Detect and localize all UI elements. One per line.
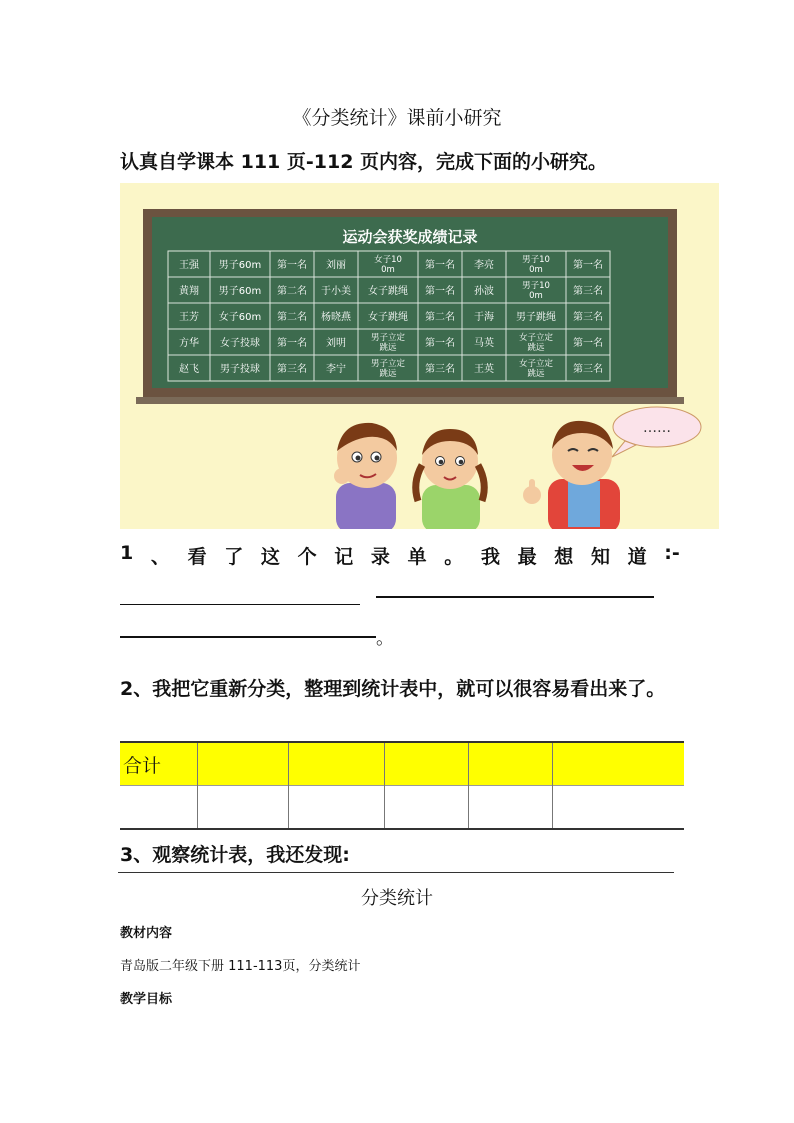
- q1-period: 。: [376, 628, 394, 649]
- intro-instruction: 认真自学课本 111 页-112 页内容，完成下面的小研究。: [120, 151, 608, 173]
- page-title: 《分类统计》课前小研究: [292, 107, 502, 129]
- board-cell-text: 第一名: [573, 338, 603, 349]
- board-cell-text: 黄翔: [179, 286, 199, 297]
- q1-char: 我: [480, 546, 500, 568]
- question-1: [120, 542, 680, 569]
- q1-char: 知: [590, 546, 610, 568]
- board-cell-text: 赵飞: [179, 364, 199, 375]
- q1-char: 看: [187, 546, 207, 568]
- board-cell-text: 第一名: [573, 260, 603, 271]
- table-cell[interactable]: [384, 786, 468, 830]
- board-cell-text: 第三名: [573, 364, 603, 375]
- table-cell-total-label: 合计: [120, 742, 197, 786]
- board-cell-text: 女子跳绳: [368, 312, 408, 323]
- board-cell-text: 第二名: [277, 286, 307, 297]
- child-boy-left: [334, 423, 397, 529]
- board-cell-text: 第一名: [277, 260, 307, 271]
- table-cell[interactable]: [468, 742, 552, 786]
- board-cell-text: 马英: [474, 338, 494, 349]
- table-cell[interactable]: [197, 786, 288, 830]
- board-cell-text: 李宁: [326, 364, 346, 375]
- board-cell-text: 男子10 0m: [522, 255, 550, 275]
- board-cell-text: 女子跳绳: [368, 286, 408, 297]
- q1-char: 1: [120, 542, 134, 564]
- table-cell[interactable]: [288, 786, 384, 830]
- board-cell-text: 女子立定跳远: [518, 359, 554, 379]
- board-cell-text: 于小美: [321, 286, 351, 297]
- board-heading: 运动会获奖成绩记录: [342, 228, 478, 246]
- q1-char: 了: [224, 546, 244, 568]
- q1-char: 单: [407, 546, 427, 568]
- answer-line-2[interactable]: [120, 636, 376, 638]
- answer-line-1a[interactable]: [120, 604, 360, 605]
- q1-char: 道: [627, 546, 647, 568]
- section-text-content: 青岛版二年级下册 111-113页，分类统计: [120, 959, 361, 974]
- board-cell-text: 男子60m: [218, 286, 262, 297]
- q1-char: 。: [444, 546, 464, 568]
- board-cell-text: 男子10 0m: [522, 281, 550, 301]
- board-cell-text: 女子60m: [218, 312, 262, 323]
- board-cell-text: 男子60m: [218, 260, 262, 271]
- board-cell-text: 男子投球: [220, 364, 260, 375]
- divider: [118, 872, 674, 873]
- board-cell-text: 女子立定跳远: [518, 333, 554, 353]
- board-cell-text: 第三名: [277, 364, 307, 375]
- board-cell-text: 第三名: [425, 364, 455, 375]
- board-cell-text: 女子10 0m: [374, 255, 402, 275]
- q1-char: :-: [664, 542, 680, 564]
- q1-char: 最: [517, 546, 537, 568]
- section-label-content: 教材内容: [120, 926, 173, 941]
- question-2: 2、我把它重新分类，整理到统计表中，就可以很容易看出来了。: [120, 678, 666, 700]
- board-cell-text: 刘明: [326, 338, 346, 349]
- illustration: [120, 183, 719, 529]
- board-cell-text: 方华: [179, 338, 199, 349]
- board-cell-text: 孙波: [474, 286, 494, 297]
- section-label-goals: 教学目标: [120, 992, 173, 1007]
- table-cell[interactable]: [384, 742, 468, 786]
- board-cell-text: 女子投球: [220, 338, 260, 349]
- board-cell-text: 第三名: [573, 312, 603, 323]
- board-cell-text: 杨晓燕: [321, 312, 351, 323]
- board-cell-text: 王强: [179, 260, 199, 271]
- board-cell-text: 于海: [474, 312, 494, 323]
- q1-char: 、: [150, 546, 170, 568]
- q1-char: 记: [334, 546, 354, 568]
- board-cell-text: 第一名: [425, 260, 455, 271]
- table-cell[interactable]: [288, 742, 384, 786]
- section-subtitle: 分类统计: [361, 888, 433, 909]
- board-cell-text: 男子立定跳远: [370, 333, 406, 353]
- board-cell-text: 第一名: [277, 338, 307, 349]
- bubble-text: ……: [643, 420, 671, 436]
- q1-char: 个: [297, 546, 317, 568]
- board-cell-text: 李亮: [474, 260, 494, 271]
- table-cell[interactable]: [197, 742, 288, 786]
- board-cell-text: 第一名: [425, 286, 455, 297]
- q1-char: 这: [260, 546, 280, 568]
- board-cell-text: 第三名: [573, 286, 603, 297]
- board-cell-text: 男子跳绳: [516, 312, 556, 323]
- table-cell[interactable]: [552, 786, 684, 830]
- board-cell-text: 王英: [474, 364, 494, 375]
- table-cell[interactable]: [120, 786, 197, 830]
- q1-char: 录: [370, 546, 390, 568]
- table-cell[interactable]: [468, 786, 552, 830]
- board-cell-text: 王芳: [179, 312, 199, 323]
- answer-line-1b[interactable]: [376, 596, 654, 598]
- table-cell[interactable]: [552, 742, 684, 786]
- statistics-table: [120, 741, 684, 830]
- question-3: 3、观察统计表，我还发现:: [120, 844, 350, 866]
- board-cell-text: 男子立定跳远: [370, 359, 406, 379]
- board-cell-text: 刘丽: [326, 260, 346, 271]
- board-cell-text: 第一名: [425, 338, 455, 349]
- board-cell-text: 第二名: [425, 312, 455, 323]
- board-cell-text: 第二名: [277, 312, 307, 323]
- q1-char: 想: [554, 546, 574, 568]
